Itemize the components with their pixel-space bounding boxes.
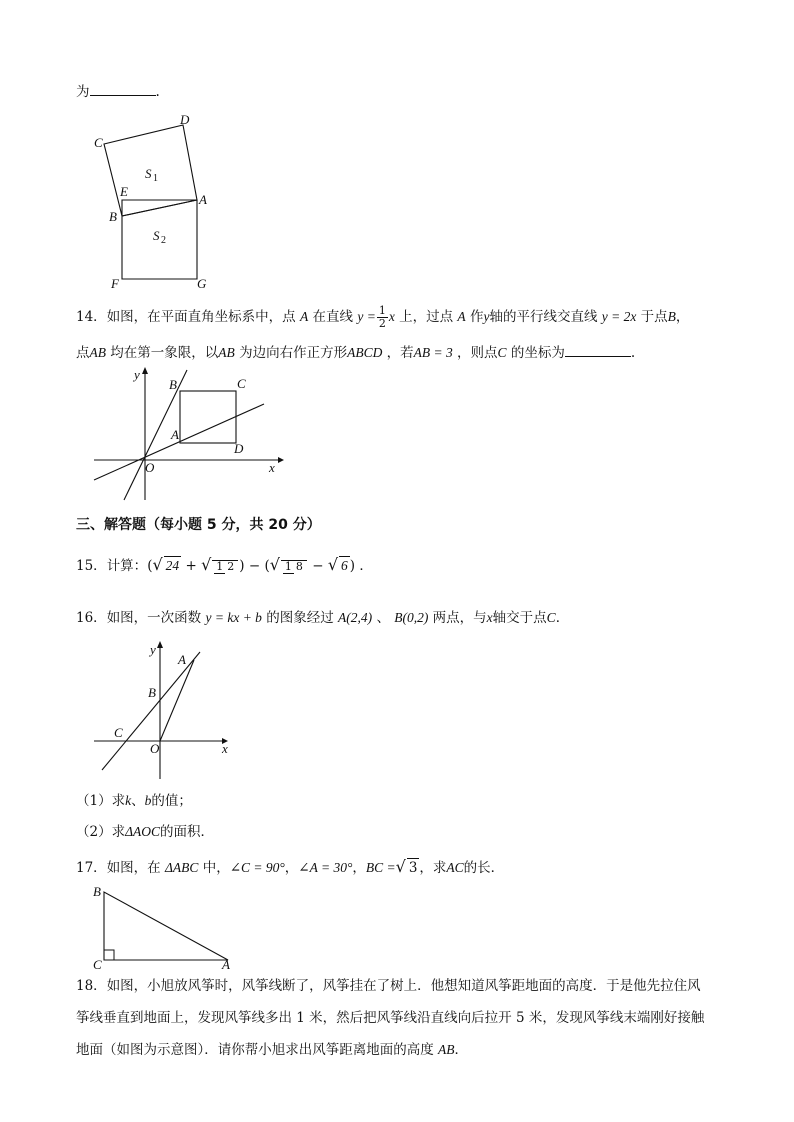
label-d: D [234, 441, 244, 456]
point: A(2,4) [338, 610, 373, 625]
label-a: A [199, 192, 207, 207]
question-17 [76, 858, 504, 877]
text: 的面积． [160, 824, 215, 840]
text: 、 [131, 793, 145, 809]
denominator: 8 [295, 560, 303, 573]
text: 的长． [463, 860, 505, 876]
question-15: 15．计算：(√ 24 + √ 1 2 ) − (√ 1 8 − √ 6 ) ． [76, 555, 373, 574]
radical-sign: √ [395, 857, 406, 876]
denominator: 2 [227, 560, 235, 573]
y-arrow [142, 367, 148, 374]
triangle-abc [104, 892, 228, 960]
label-x: x [222, 741, 228, 756]
numerator: 1 [378, 304, 386, 317]
label-s2-sub: 2 [161, 235, 166, 246]
equation: ∠C = 90° [229, 860, 285, 875]
fraction-half [377, 305, 388, 330]
label-c: C [237, 376, 246, 391]
var: y [483, 309, 490, 324]
var: AB [218, 345, 235, 360]
equation: y = kx + b [205, 610, 262, 625]
section-3-title: 三、解答题（每小题 5 分，共 20 分） [76, 517, 321, 533]
text: 为 [76, 84, 90, 100]
text: 地面（如图为示意图）．请你帮小旭求出风筝距离地面的高度 [76, 1042, 434, 1058]
label-f: F [111, 276, 119, 291]
radicand: 3 [408, 860, 418, 876]
var: A [457, 309, 466, 324]
radicand: 24 [165, 558, 180, 573]
x-arrow [278, 457, 284, 463]
text: ， [675, 309, 690, 325]
text: 如图，在平面直角坐标系中，点 [106, 309, 296, 325]
var: x [486, 610, 493, 625]
label-o: O [150, 741, 160, 756]
numerator: 1 [216, 560, 224, 573]
fraction-eighth [281, 560, 307, 573]
label-c: C [114, 725, 123, 740]
label-a: A [171, 427, 179, 442]
right-angle-mark [104, 950, 114, 960]
segment-oa [160, 660, 194, 741]
label-e: E [120, 184, 128, 199]
question-number: 18． [76, 978, 107, 994]
label-b: B [93, 884, 101, 899]
text: . [630, 345, 636, 361]
figure-13-squares [85, 108, 220, 293]
answer-blank [90, 95, 156, 96]
text: 中， [202, 860, 230, 876]
text: 、 [376, 610, 390, 626]
var: AB [438, 1042, 455, 1057]
question-14-line-2 [76, 344, 635, 362]
label-b: B [148, 685, 156, 700]
text: （2）求 [76, 824, 126, 840]
question-number: 17． [76, 860, 107, 876]
var: b [144, 793, 152, 808]
text: 轴的平行线交直线 [489, 309, 598, 325]
var: ΔAOC [125, 824, 161, 839]
label-y: y [134, 367, 140, 382]
var: AC [446, 860, 464, 875]
radical-sign: √ [201, 555, 212, 574]
answer-blank [565, 356, 631, 357]
y-arrow [157, 641, 163, 648]
text: ． [454, 1042, 469, 1058]
figure-16-linear-function [92, 636, 242, 786]
label-c: C [93, 957, 102, 970]
text: ． [555, 610, 570, 626]
figure-14-coordinate-square [92, 366, 287, 506]
denominator: 2 [378, 317, 386, 330]
question-18-line-1 [76, 977, 701, 995]
label-g: G [197, 276, 207, 291]
text: 均在第一象限，以 [110, 345, 219, 361]
var: k [125, 793, 132, 808]
text: 的图象经过 [266, 610, 334, 626]
label-a: A [178, 652, 186, 667]
text: 两点，与 [432, 610, 487, 626]
text: 作 [469, 309, 484, 325]
equation: y = 2x [601, 309, 637, 324]
question-number: 16． [76, 610, 107, 626]
label-c: C [94, 135, 103, 150]
var: B [667, 309, 676, 324]
text: ，则点 [457, 345, 498, 361]
question-14-line-1 [76, 305, 689, 330]
figure-17-right-triangle [88, 880, 238, 970]
question-number: 15． [76, 558, 107, 574]
text: 的值； [151, 793, 192, 809]
var: ABCD [347, 345, 383, 360]
radicand: 6 [341, 558, 348, 573]
question-16-sub-1 [76, 792, 192, 810]
point: B(0,2) [394, 610, 429, 625]
var: ΔABC [164, 860, 199, 875]
label-s2: S [153, 228, 160, 243]
radical-sign: √ [152, 555, 163, 574]
text: 轴交于点 [492, 610, 547, 626]
square-s2 [122, 200, 197, 279]
question-18-line-3 [76, 1041, 468, 1059]
equation: AB = 3 [413, 345, 453, 360]
var: C [497, 345, 507, 360]
text: 于点 [640, 309, 668, 325]
text: ， [284, 860, 299, 876]
label-b: B [169, 377, 177, 392]
text: 在直线 [312, 309, 354, 325]
label-y: y [150, 642, 156, 657]
radical-sign: √ [327, 555, 339, 574]
label-a: A [222, 957, 230, 970]
label-d: D [180, 112, 190, 127]
var: AB [89, 345, 106, 360]
text: ，求 [419, 860, 447, 876]
label-s1-sub: 1 [153, 173, 158, 184]
text: ． [359, 558, 373, 574]
text: . [155, 84, 160, 100]
text: 如图，小旭放风筝时，风筝线断了，风筝挂在了树上．他想知道风筝距地面的高度．于是他先拉住风 [106, 978, 701, 994]
square-abcd [180, 391, 236, 443]
text: 点 [76, 345, 90, 361]
label-x: x [269, 460, 275, 475]
text: 上，过点 [399, 309, 454, 325]
label-s1: S [145, 166, 152, 181]
question-number: 14． [76, 309, 107, 325]
text: ， [352, 860, 366, 876]
text: 的坐标为 [510, 345, 565, 361]
label-b: B [109, 209, 117, 224]
segment-ba [122, 200, 197, 216]
equation: ∠A = 30° [298, 860, 353, 875]
question-16 [76, 609, 569, 627]
text: 计算： [106, 558, 148, 574]
equation: y = [357, 309, 376, 324]
fraction-half [212, 560, 238, 573]
equation: BC = [365, 860, 396, 875]
question-18-line-2: 筝线垂直到地面上，发现风筝线多出 1 米，然后把风筝线沿直线向后拉开 5 米，发现风筝线末端刚好接触 [76, 1010, 705, 1026]
text: ，若 [386, 345, 414, 361]
text: 如图，一次函数 [106, 610, 202, 626]
answer-line-13 [76, 83, 160, 101]
numerator: 1 [284, 560, 292, 573]
var: C [546, 610, 556, 625]
var: x [388, 309, 395, 324]
radical-sign: √ [269, 555, 280, 574]
text: （1）求 [76, 793, 126, 809]
label-o: O [145, 460, 155, 475]
text: 如图，在 [106, 860, 161, 876]
text: 为边向右作正方形 [239, 345, 348, 361]
question-16-sub-2 [76, 823, 214, 841]
var: A [299, 309, 309, 324]
